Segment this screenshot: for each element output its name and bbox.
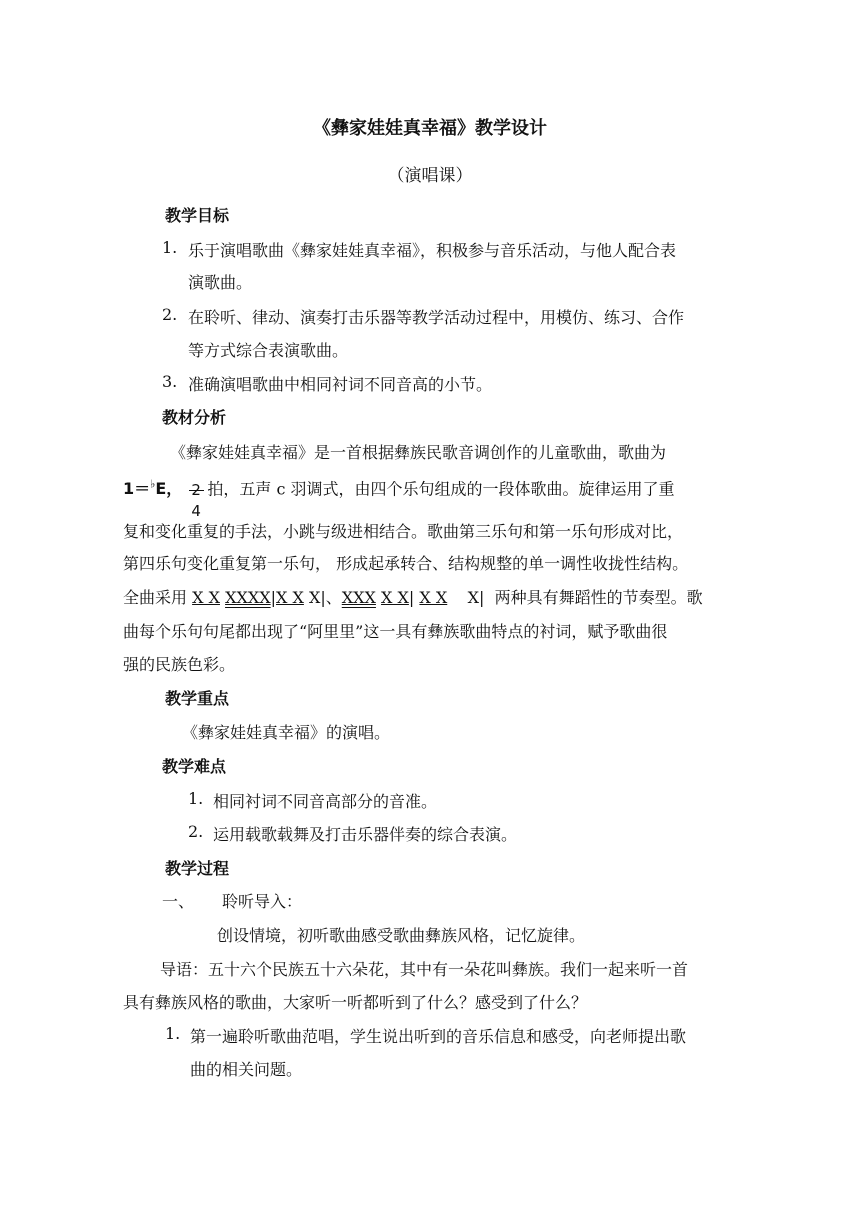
difficulty-1-text: 相同衬词不同音高部分的音准。 <box>213 792 438 811</box>
analysis-line-4: 第四乐句变化重复第一乐句， 形成起承转合、结构规整的单一调性收拢性结构。 <box>123 554 689 573</box>
process-step-number: 一、 <box>162 892 195 911</box>
process-step-description: 创设情境，初听歌曲感受歌曲彝族风格，记忆旋律。 <box>217 926 586 945</box>
document-title: 《彝家娃娃真幸福》教学设计 <box>313 118 547 139</box>
analysis-heading: 教材分析 <box>162 408 227 427</box>
analysis-line-7: 强的民族色彩。 <box>123 655 236 674</box>
process-item-1-line-1: 第一遍聆听歌曲范唱，学生说出听到的音乐信息和感受，向老师提出歌 <box>190 1027 687 1046</box>
goal-1-number: 1. <box>162 238 178 257</box>
goal-3-number: 3. <box>162 372 178 391</box>
document-subtitle: （演唱课） <box>387 166 473 186</box>
goal-1-line-1: 乐于演唱歌曲《彝家娃娃真幸福》，积极参与音乐活动，与他人配合表 <box>188 241 677 260</box>
goal-3-line-1: 准确演唱歌曲中相同衬词不同音高的小节。 <box>188 375 493 394</box>
goal-2-line-2: 等方式综合表演歌曲。 <box>188 341 349 360</box>
process-intro-line-2: 具有彝族风格的歌曲，大家听一听都听到了什么？感受到了什么？ <box>123 993 588 1012</box>
difficulty-1-number: 1. <box>188 789 204 808</box>
analysis-line-6: 曲每个乐句句尾都出现了“阿里里”这一具有彝族歌曲特点的衬词，赋予歌曲很 <box>123 622 668 641</box>
key-points-heading: 教学重点 <box>165 689 230 708</box>
process-heading: 教学过程 <box>165 859 230 878</box>
difficulty-2-text: 运用载歌载舞及打击乐器伴奏的综合表演。 <box>213 825 518 844</box>
time-signature: 2 4 <box>189 470 205 510</box>
process-item-1-line-2: 曲的相关问题。 <box>190 1060 303 1079</box>
analysis-line-1: 《彝家娃娃真幸福》是一首根据彝族民歌音调创作的儿童歌曲，歌曲为 <box>170 443 667 462</box>
goal-2-line-1: 在聆听、律动、演奏打击乐器等教学活动过程中，用模仿、练习、合作 <box>188 308 685 327</box>
difficulties-heading: 教学难点 <box>162 757 227 776</box>
goal-1-line-2: 演歌曲。 <box>188 273 253 292</box>
rhythm-notation: X X <box>192 588 220 607</box>
goal-2-number: 2. <box>162 305 178 324</box>
analysis-line-3: 复和变化重复的手法，小跳与级进相结合。歌曲第三乐句和第一乐句形成对比， <box>123 522 684 541</box>
process-intro-line-1: 导语：五十六个民族五十六朵花，其中有一朵花叫彝族。我们一起来听一首 <box>160 960 689 979</box>
process-item-1-number: 1. <box>165 1024 181 1043</box>
analysis-line-2: 1＝♭E， 2 4 拍，五声 c 羽调式，由四个乐句组成的一段体歌曲。旋律运用了重 <box>123 465 675 505</box>
analysis-line-5: 全曲采用 X X XXXX|X X X|、XXX X X| X X X| 两种具有舞蹈性的节奏型。歌 <box>123 588 703 607</box>
difficulty-2-number: 2. <box>188 822 204 841</box>
goals-heading: 教学目标 <box>165 206 230 225</box>
key-points-text: 《彝家娃娃真幸福》的演唱。 <box>182 723 391 742</box>
process-step-title: 聆听导入： <box>222 892 303 911</box>
key-signature: 1＝♭E， <box>123 478 183 499</box>
